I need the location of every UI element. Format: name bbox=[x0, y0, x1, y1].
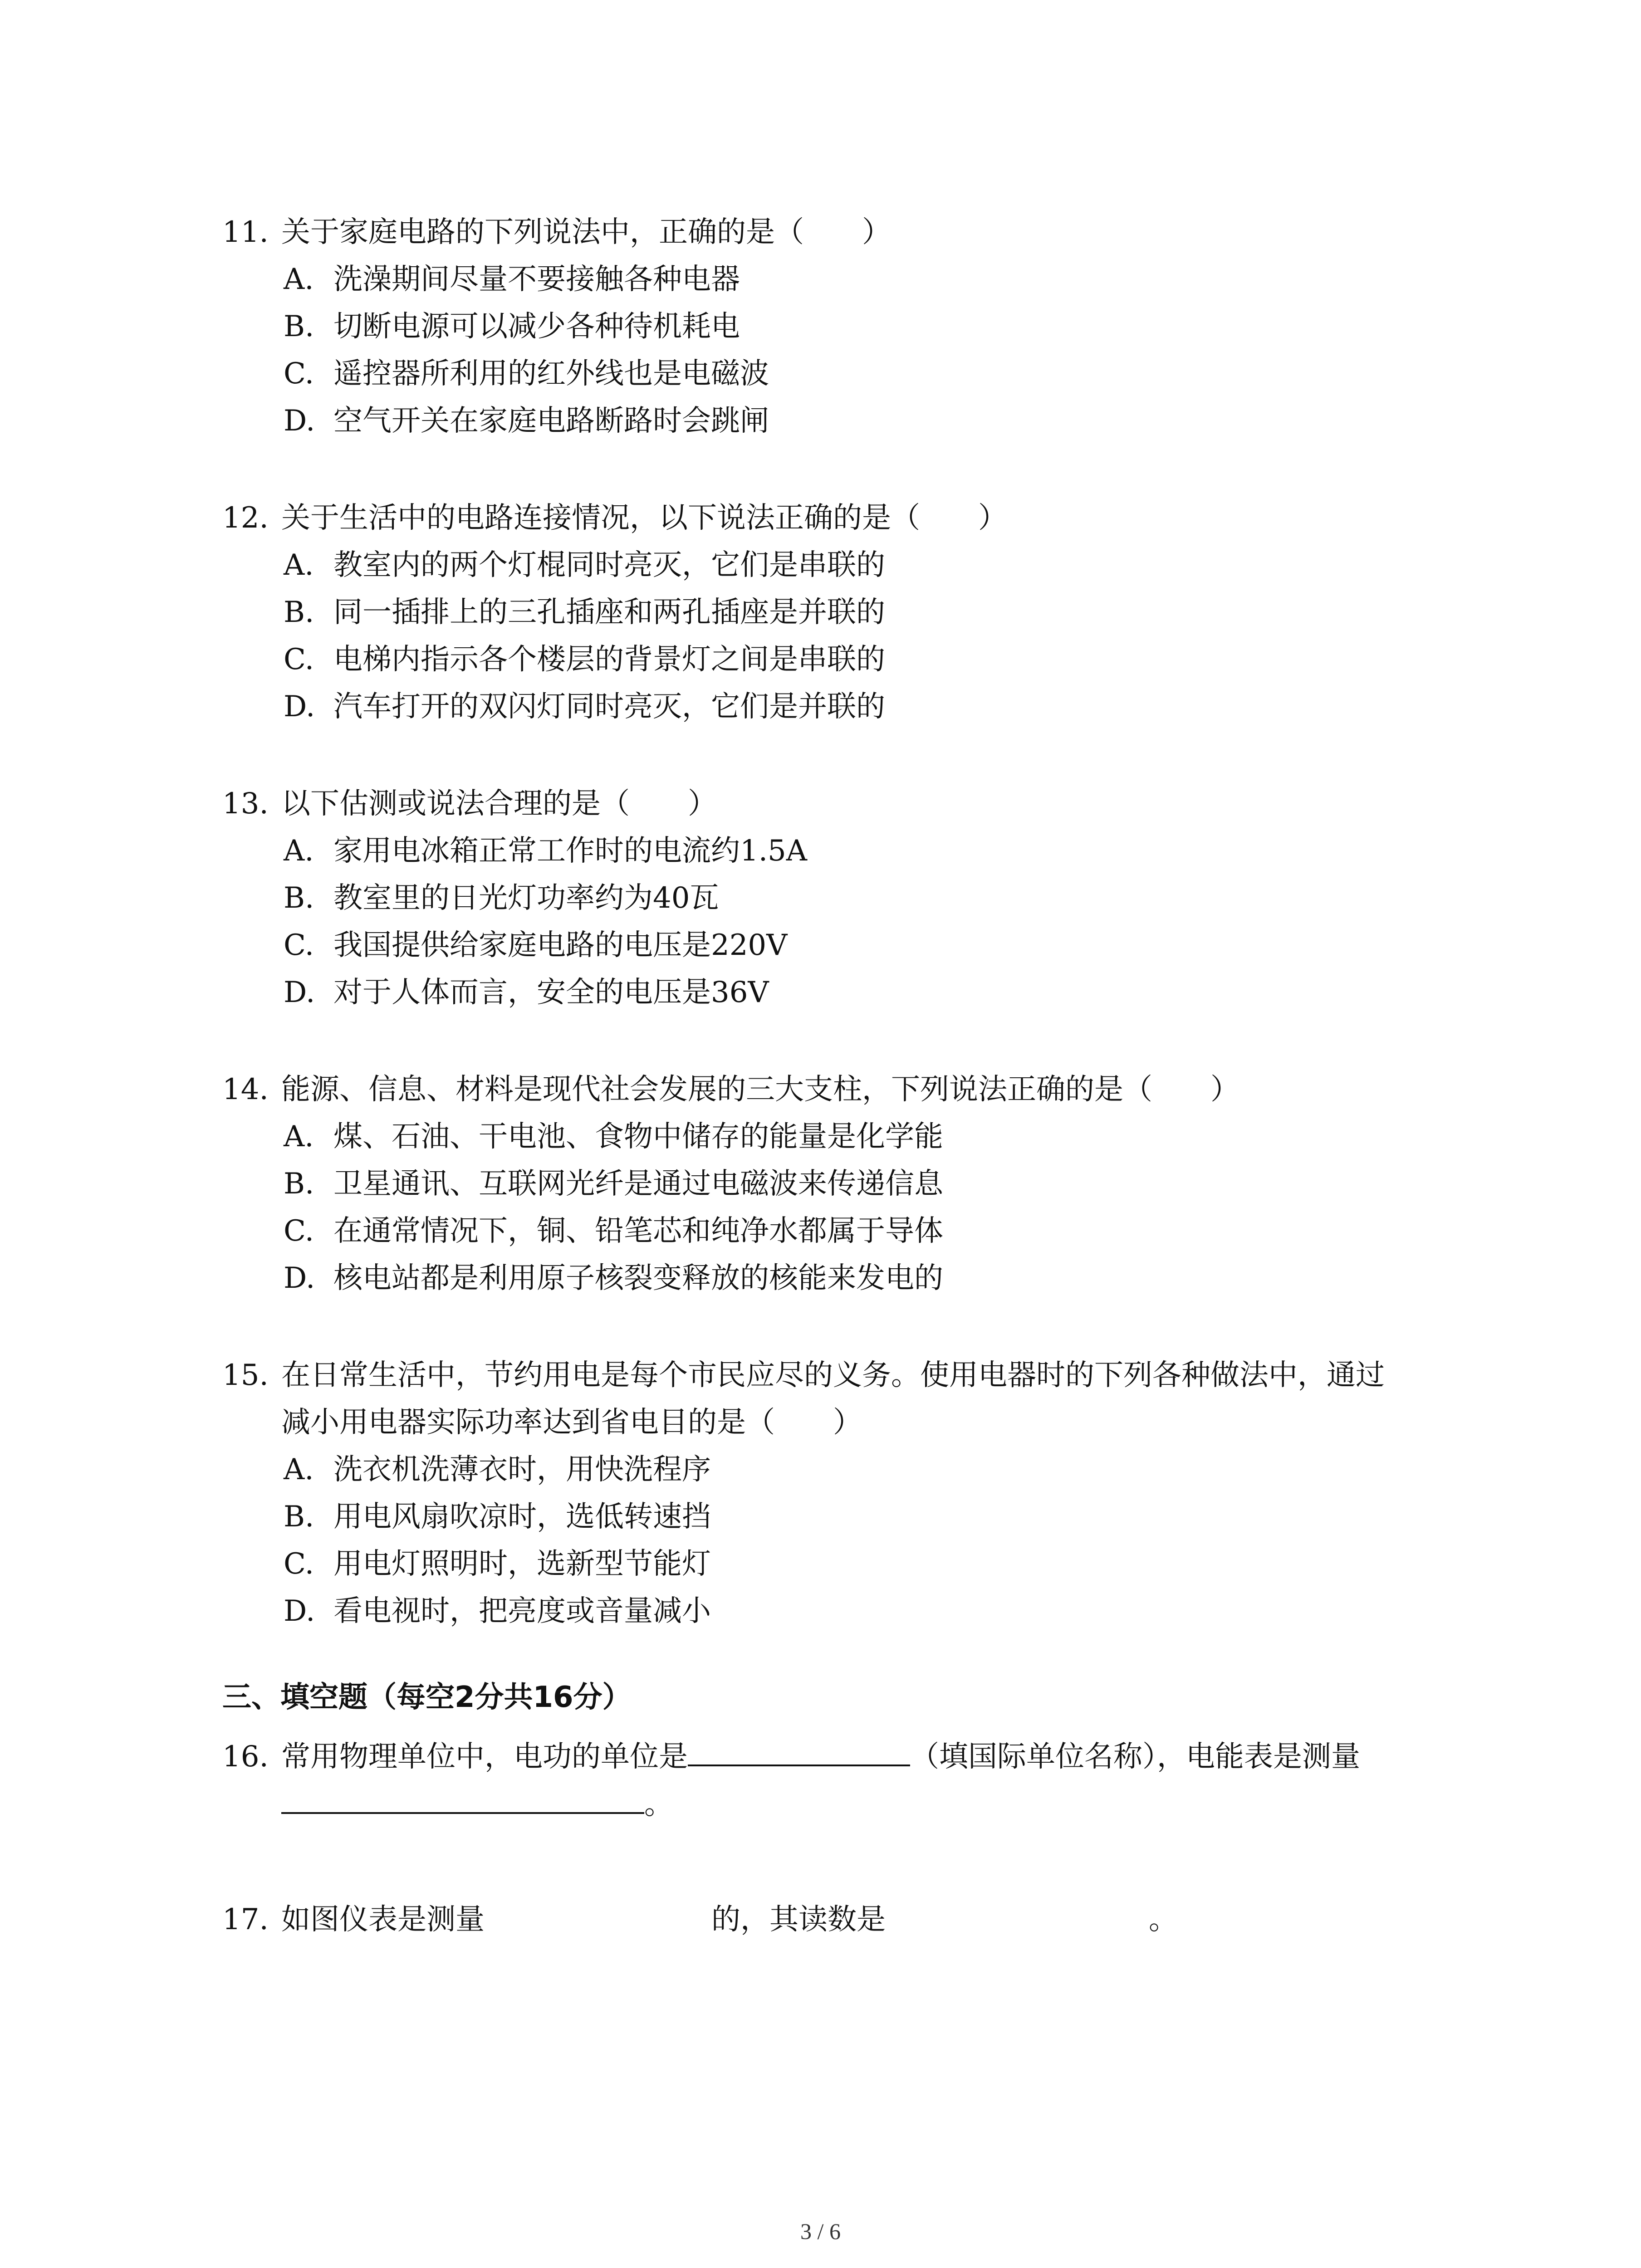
option-a bbox=[222, 256, 1474, 303]
option-text: 煤、石油、干电池、食物中储存的能量是化学能 bbox=[333, 1120, 943, 1154]
option-text: 用电风扇吹凉时，选低转速挡 bbox=[333, 1500, 711, 1534]
question-text: 在日常生活中，节约用电是每个市民应尽的义务。使用电器时的下列各种做法中，通过 bbox=[281, 1359, 1385, 1392]
option-letter: D. bbox=[284, 690, 315, 723]
option-c bbox=[222, 350, 1474, 397]
option-text: 教室里的日光灯功率约为40瓦 bbox=[333, 881, 719, 915]
question-number: 12. bbox=[222, 501, 269, 535]
option-letter: A. bbox=[284, 834, 314, 868]
option-letter: A. bbox=[284, 548, 314, 582]
option-text: 我国提供给家庭电路的电压是220V bbox=[333, 929, 788, 962]
option-d bbox=[222, 1255, 1474, 1302]
option-text: 同一插排上的三孔插座和两孔插座是并联的 bbox=[333, 596, 885, 629]
option-letter: C. bbox=[284, 357, 314, 391]
option-text: 切断电源可以减少各种待机耗电 bbox=[333, 310, 740, 343]
question-text-continued bbox=[222, 1780, 1474, 1828]
option-c bbox=[222, 1540, 1474, 1588]
option-b bbox=[222, 875, 1474, 922]
option-letter: A. bbox=[284, 263, 314, 296]
question-text: 能源、信息、材料是现代社会发展的三大支柱，下列说法正确的是（ ） bbox=[281, 1073, 1239, 1106]
option-text: 用电灯照明时，选新型节能灯 bbox=[333, 1547, 711, 1581]
option-text: 家用电冰箱正常工作时的电流约1.5A bbox=[333, 834, 807, 868]
option-text: 电梯内指示各个楼层的背景灯之间是串联的 bbox=[333, 643, 885, 676]
question-text-part3: 。 bbox=[644, 1788, 673, 1821]
question-text-part2: （填国际单位名称），电能表是测量 bbox=[910, 1740, 1360, 1774]
option-letter: D. bbox=[284, 1594, 315, 1628]
question-number: 15. bbox=[222, 1359, 269, 1392]
answer-blank-1[interactable] bbox=[688, 1733, 910, 1766]
option-letter: D. bbox=[284, 976, 315, 1009]
question-stem bbox=[222, 1733, 1474, 1780]
option-text: 汽车打开的双闪灯同时亮灭，它们是并联的 bbox=[333, 690, 885, 723]
option-d bbox=[222, 397, 1474, 445]
page-number: 3 / 6 bbox=[800, 2219, 841, 2244]
option-a bbox=[222, 827, 1474, 875]
question-text-continued: 减小用电器实际功率达到省电目的是（ ） bbox=[281, 1406, 862, 1439]
option-letter: A. bbox=[284, 1120, 314, 1154]
option-letter: D. bbox=[284, 1261, 315, 1295]
section-heading: 三、填空题（每空2分共16分） bbox=[222, 1681, 632, 1714]
option-d bbox=[222, 1588, 1474, 1635]
question-text-part2: 的，其读数是 bbox=[711, 1903, 886, 1936]
option-b bbox=[222, 1493, 1474, 1540]
option-letter: B. bbox=[284, 1167, 314, 1201]
option-text: 看电视时，把亮度或音量减小 bbox=[333, 1594, 711, 1628]
option-letter: C. bbox=[284, 929, 314, 962]
option-c bbox=[222, 636, 1474, 683]
option-text: 卫星通讯、互联网光纤是通过电磁波来传递信息 bbox=[333, 1167, 943, 1201]
question-text: 关于家庭电路的下列说法中，正确的是（ ） bbox=[281, 215, 891, 249]
option-text: 洗澡期间尽量不要接触各种电器 bbox=[333, 263, 740, 296]
question-number: 11. bbox=[222, 215, 269, 249]
option-d bbox=[222, 969, 1474, 1016]
question-number: 17. bbox=[222, 1903, 269, 1936]
option-text: 洗衣机洗薄衣时，用快洗程序 bbox=[333, 1453, 711, 1486]
option-c bbox=[222, 1207, 1474, 1255]
option-letter: B. bbox=[284, 1500, 314, 1534]
question-14 bbox=[222, 1066, 1474, 1302]
option-letter: B. bbox=[284, 596, 314, 629]
question-11 bbox=[222, 209, 1474, 445]
option-letter: D. bbox=[284, 404, 315, 438]
question-stem bbox=[222, 1066, 1474, 1113]
option-letter: C. bbox=[284, 1214, 314, 1248]
option-b bbox=[222, 589, 1474, 636]
option-b bbox=[222, 303, 1474, 350]
option-letter: A. bbox=[284, 1453, 314, 1486]
option-text: 核电站都是利用原子核裂变释放的核能来发电的 bbox=[333, 1261, 943, 1295]
question-text: 以下估测或说法合理的是（ ） bbox=[281, 787, 717, 821]
question-text: 关于生活中的电路连接情况，以下说法正确的是（ ） bbox=[281, 501, 1007, 535]
option-text: 空气开关在家庭电路断路时会跳闸 bbox=[333, 404, 769, 438]
question-stem bbox=[222, 1896, 1474, 1943]
option-letter: C. bbox=[284, 643, 314, 676]
option-text: 在通常情况下，铜、铅笔芯和纯净水都属于导体 bbox=[333, 1214, 943, 1248]
option-text: 对于人体而言，安全的电压是36V bbox=[333, 976, 769, 1009]
question-stem bbox=[222, 494, 1474, 542]
question-number: 16. bbox=[222, 1740, 269, 1774]
question-16 bbox=[222, 1733, 1474, 1828]
question-stem bbox=[222, 209, 1474, 256]
option-a bbox=[222, 1113, 1474, 1160]
option-letter: B. bbox=[284, 881, 314, 915]
question-15 bbox=[222, 1352, 1474, 1635]
option-text: 教室内的两个灯棍同时亮灭，它们是串联的 bbox=[333, 548, 885, 582]
option-d bbox=[222, 683, 1474, 730]
question-text-part1: 常用物理单位中，电功的单位是 bbox=[281, 1740, 688, 1774]
question-17 bbox=[222, 1896, 1474, 1943]
question-text-part3: 。 bbox=[1149, 1903, 1178, 1936]
question-12 bbox=[222, 494, 1474, 730]
option-a bbox=[222, 1446, 1474, 1493]
question-13 bbox=[222, 780, 1474, 1016]
question-stem bbox=[222, 1352, 1474, 1399]
option-letter: C. bbox=[284, 1547, 314, 1581]
question-text-part1: 如图仪表是测量 bbox=[281, 1903, 485, 1936]
question-stem bbox=[222, 780, 1474, 827]
option-a bbox=[222, 542, 1474, 589]
option-c bbox=[222, 922, 1474, 969]
option-text: 遥控器所利用的红外线也是电磁波 bbox=[333, 357, 769, 391]
answer-blank-2[interactable] bbox=[281, 1780, 644, 1814]
question-number: 13. bbox=[222, 787, 269, 821]
option-letter: B. bbox=[284, 310, 314, 343]
option-b bbox=[222, 1160, 1474, 1207]
question-number: 14. bbox=[222, 1073, 269, 1106]
